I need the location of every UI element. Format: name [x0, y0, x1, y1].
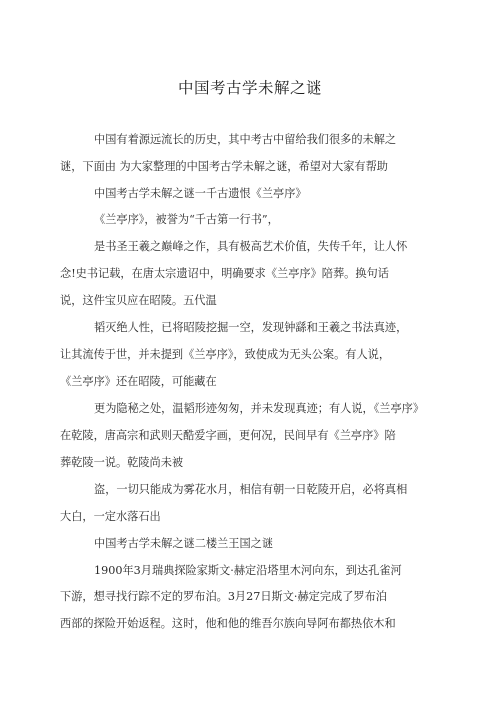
paragraph-line: 念!史书记载，在唐太宗遗诏中，明确要求《兰亭序》陪葬。换句话 — [60, 267, 389, 280]
document-title: 中国考古学未解之谜 — [177, 79, 322, 97]
paragraph-line: 中国有着源远流长的历史，其中考古中留给我们很多的未解之 — [94, 133, 397, 146]
paragraph-line: 韬灭绝人性，已将昭陵挖掘一空，发现钟繇和王羲之书法真迹， — [94, 321, 408, 334]
paragraph-line: 大白，一定水落石出 — [60, 510, 161, 523]
paragraph-line: 在乾陵，唐高宗和武则天酷爱字画，更何况，民间早有《兰亭序》陪 — [60, 429, 396, 442]
paragraph-line: 下游，想寻找行踪不定的罗布泊。3月27日斯文·赫定完成了罗布泊 — [60, 590, 387, 603]
paragraph-line: 葬乾陵一说。乾陵尚未被 — [60, 456, 184, 469]
paragraph-line: 《兰亭序》还在昭陵，可能藏在 — [60, 375, 217, 388]
paragraph-line: 中国考古学未解之谜一千古遗恨《兰亭序》 — [94, 187, 307, 200]
section-heading: 中国考古学未解之谜二楼兰王国之谜 — [94, 537, 274, 550]
paragraph-line: 1900年3月瑞典探险家斯文·赫定沿塔里木河向东，到达孔雀河 — [94, 564, 402, 577]
paragraph-line: 西部的探险开始返程。这时，他和他的维吾尔族向导阿布都热依木和 — [60, 617, 396, 630]
paragraph-line: 更为隐秘之处，温韬形迹匆匆，并未发现真迹；有人说，《兰亭序》 — [94, 402, 425, 415]
paragraph-line: 盗，一切只能成为雾花水月，相信有朝一日乾陵开启，必将真相 — [94, 483, 408, 496]
paragraph-line: 说，这件宝贝应在昭陵。五代温 — [60, 294, 217, 307]
paragraph-line: 让其流传于世，并未提到《兰亭序》，致使成为无头公案。有人说， — [60, 348, 391, 361]
paragraph-line: 谜，下面由 为大家整理的中国考古学未解之谜，希望对大家有帮助 — [60, 160, 388, 173]
paragraph-line: 《兰亭序》，被誉为“千古第一行书”， — [94, 213, 279, 226]
paragraph-line: 是书圣王羲之巅峰之作，具有极高艺术价值，失传千年，让人怀 — [94, 240, 408, 253]
